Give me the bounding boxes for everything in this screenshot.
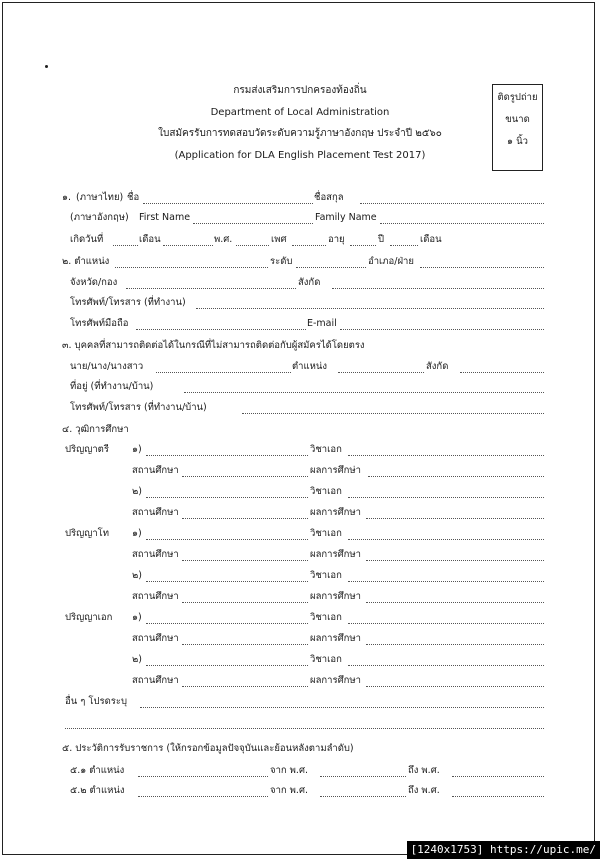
header-form-title-english: (Application for DLA English Placement Test 2017)	[174, 150, 426, 161]
other-education-field-line2[interactable]	[65, 728, 544, 729]
service2-position-label: ๕.๒ ตำแหน่ง	[70, 785, 125, 796]
service1-from-field[interactable]	[320, 776, 406, 777]
master-item1-number: ๑)	[132, 528, 142, 539]
contact-phone-field[interactable]	[242, 413, 544, 414]
level-label: ระดับ	[270, 256, 293, 267]
province-label: จังหวัด/กอง	[70, 277, 118, 288]
affiliation-field[interactable]	[332, 288, 544, 289]
scan-speck	[45, 65, 48, 68]
district-field[interactable]	[420, 267, 544, 268]
master1-institute-field[interactable]	[182, 560, 308, 561]
service2-from-field[interactable]	[320, 796, 406, 797]
doctor2-major-label: วิชาเอก	[310, 654, 342, 665]
name-field[interactable]	[143, 203, 313, 204]
bachelor1-institute-field[interactable]	[182, 476, 308, 477]
doctor1-result-field[interactable]	[366, 644, 544, 645]
master1-result-label: ผลการศึกษา	[310, 549, 361, 560]
contact-title-name-label: นาย/นาง/นางสาว	[70, 361, 144, 372]
doctor-item1-number: ๑)	[132, 612, 142, 623]
master1-major-label: วิชาเอก	[310, 528, 342, 539]
header-form-title-thai: ใบสมัครรับการทดสอบวัดระดับความรู้ภาษาอังกฤษ ประจำปี ๒๕๖๐	[158, 128, 442, 139]
master2-major-field[interactable]	[348, 581, 544, 582]
header-agency-thai: กรมส่งเสริมการปกครองท้องถิ่น	[233, 85, 367, 96]
english-label: (ภาษาอังกฤษ)	[70, 212, 129, 223]
master1-degree-field[interactable]	[146, 539, 308, 540]
doctor1-major-label: วิชาเอก	[310, 612, 342, 623]
doctor1-result-label: ผลการศึกษา	[310, 633, 361, 644]
doctor2-result-label: ผลการศึกษา	[310, 675, 361, 686]
bachelor2-major-field[interactable]	[348, 497, 544, 498]
service1-position-label: ๕.๑ ตำแหน่ง	[70, 765, 125, 776]
bachelor1-institute-label: สถานศึกษา	[132, 465, 179, 476]
contact-affiliation-field[interactable]	[460, 372, 544, 373]
master-item2-number: ๒)	[132, 570, 142, 581]
work-phone-field[interactable]	[196, 308, 544, 309]
doctor-label: ปริญญาเอก	[65, 612, 113, 623]
other-education-label: อื่น ๆ โปรดระบุ	[65, 696, 127, 707]
bachelor2-result-field[interactable]	[366, 518, 544, 519]
header-agency-english: Department of Local Administration	[210, 107, 390, 118]
affiliation-label: สังกัด	[298, 277, 321, 288]
master2-result-label: ผลการศึกษา	[310, 591, 361, 602]
master1-major-field[interactable]	[348, 539, 544, 540]
service1-position-field[interactable]	[138, 776, 268, 777]
age-months-field[interactable]	[390, 245, 418, 246]
first-name-label: First Name	[139, 212, 191, 223]
sex-field[interactable]	[292, 245, 326, 246]
contact-address-field[interactable]	[184, 392, 544, 393]
service2-to-label: ถึง พ.ศ.	[408, 785, 440, 796]
doctor-item2-number: ๒)	[132, 654, 142, 665]
photo-box	[492, 84, 543, 171]
master1-institute-label: สถานศึกษา	[132, 549, 179, 560]
doctor2-degree-field[interactable]	[146, 665, 308, 666]
bachelor1-major-field[interactable]	[348, 455, 544, 456]
doctor1-institute-label: สถานศึกษา	[132, 633, 179, 644]
email-field[interactable]	[340, 329, 544, 330]
birth-month-field[interactable]	[163, 245, 213, 246]
bachelor-item2-number: ๒)	[132, 486, 142, 497]
doctor2-result-field[interactable]	[366, 686, 544, 687]
birth-year-label: พ.ศ.	[214, 234, 233, 245]
section1-number: ๑.	[62, 192, 72, 203]
contact-phone-label: โทรศัพท์/โทรสาร (ที่ทำงาน/บ้าน)	[70, 402, 207, 413]
surname-label: ชื่อสกุล	[314, 192, 344, 203]
contact-position-field[interactable]	[338, 372, 424, 373]
doctor1-major-field[interactable]	[348, 623, 544, 624]
bachelor1-result-field[interactable]	[368, 476, 544, 477]
doctor1-institute-field[interactable]	[182, 644, 308, 645]
doctor2-major-field[interactable]	[348, 665, 544, 666]
service1-to-field[interactable]	[452, 776, 544, 777]
first-name-field[interactable]	[193, 223, 313, 224]
master2-result-field[interactable]	[366, 602, 544, 603]
master2-major-label: วิชาเอก	[310, 570, 342, 581]
age-label: อายุ	[328, 234, 345, 245]
bachelor1-degree-field[interactable]	[146, 455, 308, 456]
position-field[interactable]	[115, 267, 268, 268]
position-label: ๒. ตำแหน่ง	[62, 256, 110, 267]
age-month-unit: เดือน	[420, 234, 442, 245]
bachelor2-degree-field[interactable]	[146, 497, 308, 498]
master2-institute-label: สถานศึกษา	[132, 591, 179, 602]
birth-day-field[interactable]	[113, 245, 138, 246]
level-field[interactable]	[296, 267, 366, 268]
email-label: E-mail	[307, 318, 337, 329]
service1-to-label: ถึง พ.ศ.	[408, 765, 440, 776]
master1-result-field[interactable]	[366, 560, 544, 561]
sex-label: เพศ	[271, 234, 287, 245]
bachelor2-major-label: วิชาเอก	[310, 486, 342, 497]
doctor2-institute-field[interactable]	[182, 686, 308, 687]
age-year-unit: ปี	[378, 234, 385, 245]
bachelor1-major-label: วิชาเอก	[310, 444, 342, 455]
service2-from-label: จาก พ.ศ.	[270, 785, 309, 796]
surname-field[interactable]	[360, 203, 544, 204]
contact-name-field[interactable]	[156, 372, 291, 373]
master2-institute-field[interactable]	[182, 602, 308, 603]
doctor2-institute-label: สถานศึกษา	[132, 675, 179, 686]
contact-address-label: ที่อยู่ (ที่ทำงาน/บ้าน)	[70, 381, 154, 392]
doctor1-degree-field[interactable]	[146, 623, 308, 624]
province-field[interactable]	[126, 288, 296, 289]
image-size-watermark: [1240x1753] https://upic.me/	[407, 841, 600, 859]
bachelor-label: ปริญญาตรี	[65, 444, 109, 455]
mobile-field[interactable]	[136, 329, 306, 330]
service-history-title: ๕. ประวัติการรับราชการ (ให้กรอกข้อมูลปัจจุบันและย้อนหลังตามลำดับ)	[62, 743, 354, 754]
master-label: ปริญญาโท	[65, 528, 110, 539]
birth-date-label: เกิดวันที่	[70, 234, 104, 245]
service1-from-label: จาก พ.ศ.	[270, 765, 309, 776]
age-years-field[interactable]	[350, 245, 376, 246]
photo-box-line1: ติดรูปถ่าย	[497, 92, 538, 103]
service2-to-field[interactable]	[452, 796, 544, 797]
bachelor2-institute-field[interactable]	[182, 518, 308, 519]
district-label: อำเภอ/ฝ่าย	[368, 256, 414, 267]
education-section-title: ๔. วุฒิการศึกษา	[62, 424, 129, 435]
birth-year-field[interactable]	[236, 245, 269, 246]
service2-position-field[interactable]	[138, 796, 268, 797]
work-phone-label: โทรศัพท์/โทรสาร (ที่ทำงาน)	[70, 297, 186, 308]
family-name-label: Family Name	[315, 212, 377, 223]
birth-month-label: เดือน	[139, 234, 161, 245]
bachelor-item1-number: ๑)	[132, 444, 142, 455]
bachelor2-institute-label: สถานศึกษา	[132, 507, 179, 518]
contact-section-title: ๓. บุคคลที่สามารถติดต่อได้ในกรณีที่ไม่สามารถติดต่อกับผู้สมัครได้โดยตรง	[62, 340, 365, 351]
bachelor1-result-label: ผลการศึกษ่า	[310, 465, 361, 476]
contact-position-label: ตำแหน่ง	[292, 361, 328, 372]
name-label: ชื่อ	[127, 192, 140, 203]
other-education-field[interactable]	[140, 707, 544, 708]
photo-box-line2: ขนาด	[505, 114, 530, 125]
contact-affiliation-label: สังกัด	[426, 361, 449, 372]
bachelor2-result-label: ผลการศึกษา	[310, 507, 361, 518]
family-name-field[interactable]	[380, 223, 544, 224]
mobile-label: โทรศัพท์มือถือ	[70, 318, 129, 329]
photo-box-line3: ๑ นิ้ว	[507, 136, 528, 147]
thai-label: (ภาษาไทย)	[76, 192, 124, 203]
master2-degree-field[interactable]	[146, 581, 308, 582]
